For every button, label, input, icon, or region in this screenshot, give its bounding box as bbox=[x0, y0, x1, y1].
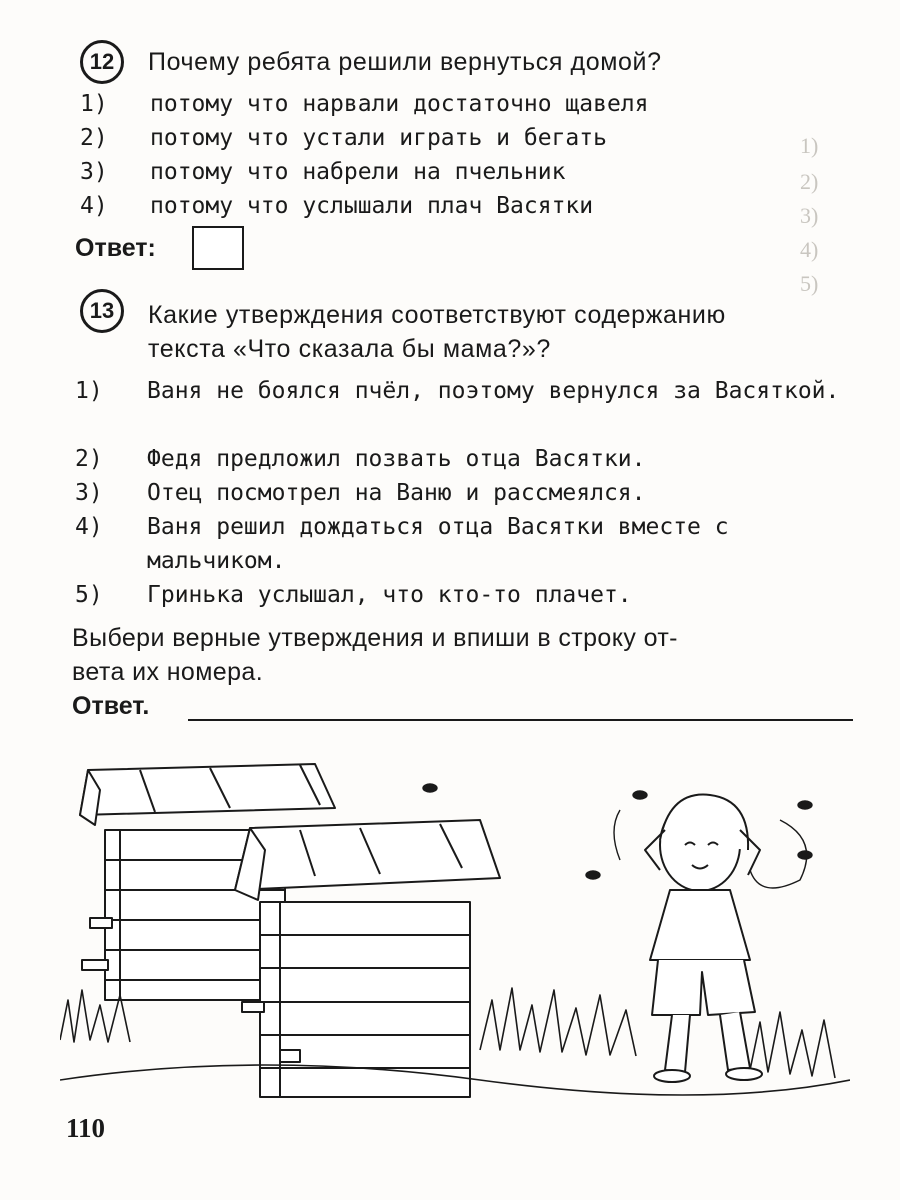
question-12-answer-label: Ответ: bbox=[75, 234, 156, 262]
beehives-illustration bbox=[60, 750, 850, 1110]
crying-child bbox=[645, 795, 762, 1082]
question-13-number: 13 bbox=[80, 289, 124, 333]
front-beehive bbox=[235, 820, 500, 1097]
question-13-answer-line[interactable] bbox=[188, 719, 853, 721]
question-13-answer-label: Ответ. bbox=[72, 692, 150, 720]
question-13-text-line-2: текста «Что сказала бы мама?»? bbox=[148, 335, 551, 363]
question-13-instruction-line-2: вета их номера. bbox=[72, 658, 264, 686]
question-13-text-line-1: Какие утверждения соответствуют содержанию bbox=[148, 301, 726, 329]
workbook-page: 1) 2) 3) 4) 5) 12 Почему ребята решили вернуться домой? 1) потому что нарвали достаточно щавеля 2) потому что устали играть и бегать 3) потому что набрели на пчельник 4) потому что услышали плач Васятки Ответ: 13 Какие утверждения соответствуют содержанию текста «Что сказала бы мама?»? 1) Ваня не боялся пчёл, поэтому вернулся за Васяткой. 2) Федя предложил позвать отца Васятки. 3) Отец посмотрел на Ваню и рассмеялся. 4) Ваня решил дождаться отца Васятки вместе с мальчиком. 5) Гринька услышал, что кто-то плачет. Выбери верные утверждения и впиши в строку от- вета их номера. Ответ. 110 bbox=[0, 0, 900, 1200]
question-12-answer-box[interactable] bbox=[192, 226, 244, 270]
question-13-instruction-line-1: Выбери верные утверждения и впиши в строку от- bbox=[72, 624, 678, 652]
question-12-text: Почему ребята решили вернуться домой? bbox=[148, 48, 662, 76]
question-12-number: 12 bbox=[80, 40, 124, 84]
page-number: 110 bbox=[66, 1113, 106, 1143]
